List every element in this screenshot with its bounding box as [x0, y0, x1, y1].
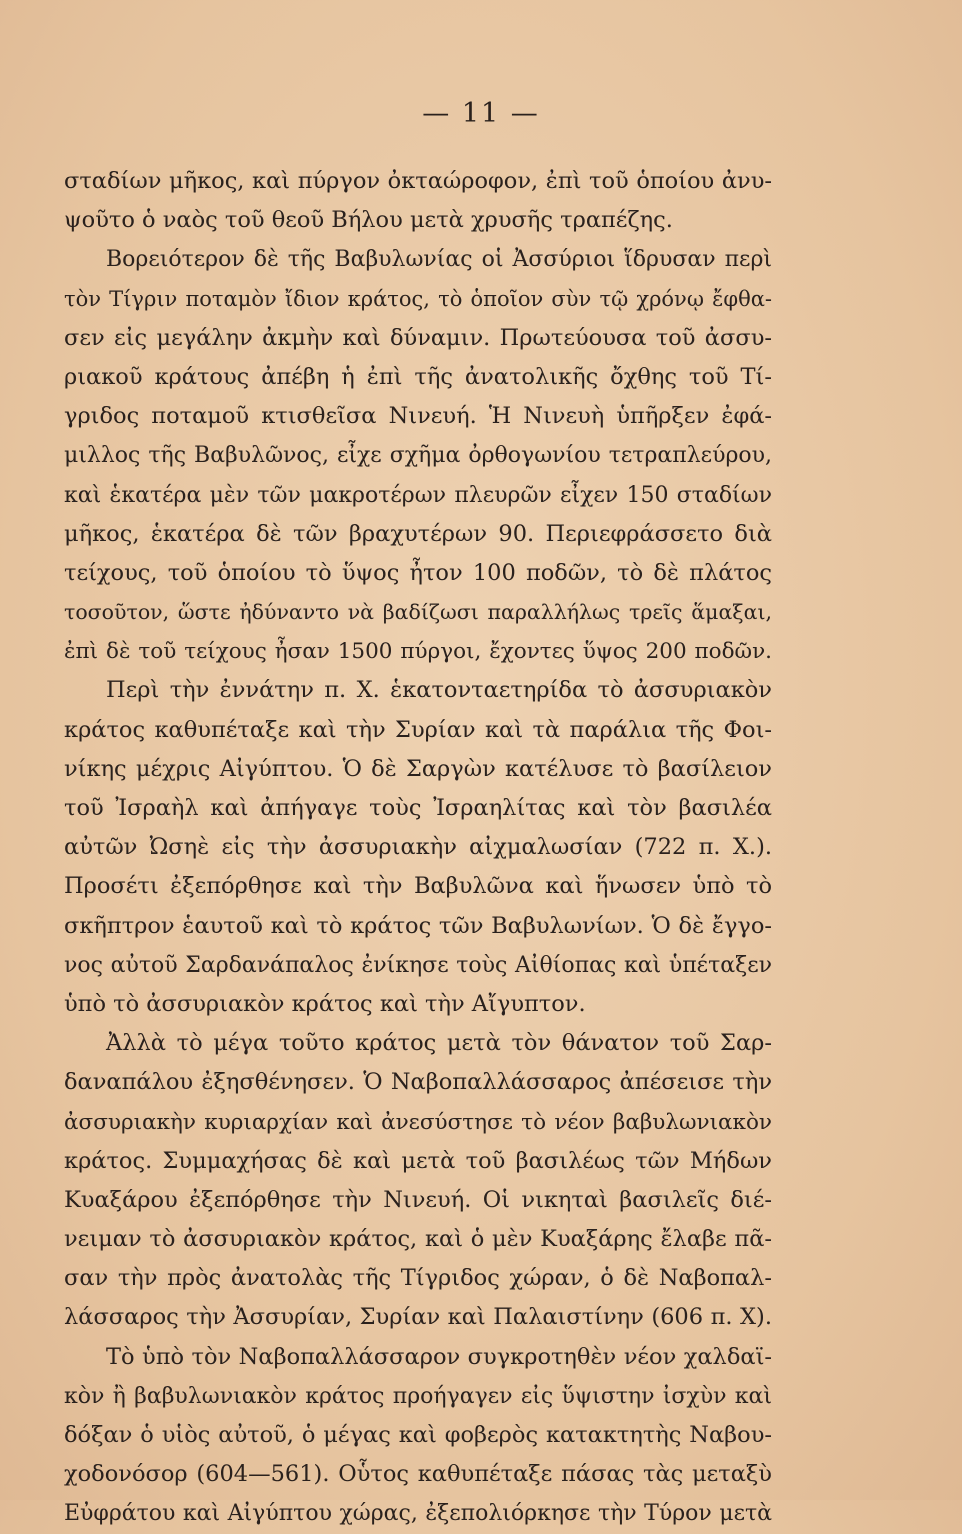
text-line: κράτος καθυπέταξε καὶ τὴν Συρίαν καὶ τὰ παράλια τῆς Φοι- — [64, 716, 772, 743]
text-line: τοῦ Ἰσραὴλ καὶ ἀπήγαγε τοὺς Ἰσραηλίτας καὶ τὸν βασιλέα — [64, 795, 772, 821]
text-line: τὸν Τίγριν ποταμὸν ἴδιον κράτος, τὸ ὁποῖον σὺν τῷ χρόνῳ ἔφθα- — [64, 286, 772, 311]
text-line: τοσοῦτον, ὥστε ἠδύναντο νὰ βαδίζωσι παραλλήλως τρεῖς ἅμαξαι, — [64, 600, 772, 625]
text-line: Περὶ τὴν ἐννάτην π. Χ. ἑκατονταετηρίδα τὸ ἀσσυριακὸν — [106, 677, 772, 704]
body-text — [64, 162, 772, 1534]
text-line: σεν εἰς μεγάλην ἀκμὴν καὶ δύναμιν. Πρωτεύουσα τοῦ ἀσσυ- — [64, 324, 772, 351]
text-line: λάσσαρος τὴν Ἀσσυρίαν, Συρίαν καὶ Παλαιστίνην (606 π. Χ). — [64, 1304, 772, 1331]
text-line: τείχους, τοῦ ὁποίου τὸ ὕψος ἦτον 100 ποδῶν, τὸ δὲ πλάτος — [64, 559, 772, 586]
text-line: ἀσσυριακὴν κυριαρχίαν καὶ ἀνεσύστησε τὸ νέον βαβυλωνιακὸν — [64, 1109, 772, 1135]
text-line: σκῆπτρον ἑαυτοῦ καὶ τὸ κράτος τῶν Βαβυλωνίων. Ὁ δὲ ἔγγο- — [64, 912, 772, 939]
text-line: γριδος ποταμοῦ κτισθεῖσα Νινευή. Ἡ Νινευὴ ὑπῆρξεν ἐφά- — [64, 403, 772, 430]
text-line: μῆκος, ἑκατέρα δὲ τῶν βραχυτέρων 90. Περιεφράσσετο διὰ — [64, 520, 772, 547]
text-line: σαν τὴν πρὸς ἀνατολὰς τῆς Τίγριδος χώραν, ὁ δὲ Ναβοπαλ- — [64, 1265, 772, 1292]
text-line: Εὐφράτου καὶ Αἰγύπτου χώρας, ἐξεπολιόρκησε τὴν Τύρον μετὰ — [64, 1501, 772, 1527]
text-line: Προσέτι ἐξεπόρθησε καὶ τὴν Βαβυλῶνα καὶ ἥνωσεν ὑπὸ τὸ — [64, 873, 772, 900]
page-number: — 11 — — [422, 98, 540, 129]
text-line: ψοῦτο ὁ ναὸς τοῦ θεοῦ Βήλου μετὰ χρυσῆς τραπέζης. — [64, 207, 673, 234]
text-line: Τὸ ὑπὸ τὸν Ναβοπαλλάσσαρον συγκροτηθὲν νέον χαλδαϊ- — [106, 1343, 772, 1370]
text-line: σταδίων μῆκος, καὶ πύργον ὀκταώροφον, ἐπὶ τοῦ ὁποίου ἀνυ- — [64, 168, 772, 194]
text-line: ριακοῦ κράτους ἀπέβη ἡ ἐπὶ τῆς ἀνατολικῆς ὄχθης τοῦ Τί- — [64, 363, 772, 390]
text-line: νίκης μέχρις Αἰγύπτου. Ὁ δὲ Σαργὼν κατέλυσε τὸ βασίλειον — [64, 755, 772, 782]
text-line: μιλλος τῆς Βαβυλῶνος, εἶχε σχῆμα ὀρθογωνίου τετραπλεύρου, — [64, 443, 772, 469]
text-line: κράτος. Συμμαχήσας δὲ καὶ μετὰ τοῦ βασιλέως τῶν Μήδων — [64, 1147, 772, 1174]
text-line: καὶ ἑκατέρα μὲν τῶν μακροτέρων πλευρῶν εἶχεν 150 σταδίων — [64, 482, 772, 508]
text-line: Κυαξάρου ἐξεπόρθησε τὴν Νινευή. Οἱ νικηταὶ βασιλεῖς διέ- — [64, 1186, 772, 1213]
text-line: ὑπὸ τὸ ἀσσυριακὸν κράτος καὶ τὴν Αἴγυπτον. — [64, 990, 586, 1017]
text-line: αὐτῶν Ὠσηὲ εἰς τὴν ἀσσυριακὴν αἰχμαλωσίαν (722 π. Χ.). — [64, 834, 772, 861]
text-line: δόξαν ὁ υἱὸς αὐτοῦ, ὁ μέγας καὶ φοβερὸς κατακτητὴς Ναβου- — [64, 1422, 772, 1448]
text-line: κὸν ἢ βαβυλωνιακὸν κράτος προήγαγεν εἰς ὕψιστην ἰσχὺν καὶ — [64, 1383, 772, 1409]
text-line: Ἀλλὰ τὸ μέγα τοῦτο κράτος μετὰ τὸν θάνατον τοῦ Σαρ- — [106, 1030, 772, 1057]
text-line: χοδονόσορ (604—561). Οὗτος καθυπέταξε πάσας τὰς μεταξὺ — [64, 1461, 772, 1488]
text-line: δαναπάλου ἐξησθένησεν. Ὁ Ναβοπαλλάσσαρος ἀπέσεισε τὴν — [64, 1069, 772, 1096]
text-line: νος αὐτοῦ Σαρδανάπαλος ἐνίκησε τοὺς Αἰθίοπας καὶ ὑπέταξεν — [64, 952, 772, 978]
text-line: Βορειότερον δὲ τῆς Βαβυλωνίας οἱ Ἀσσύριοι ἵδρυσαν περὶ — [106, 247, 772, 273]
text-line: ἐπὶ δὲ τοῦ τείχους ἦσαν 1500 πύργοι, ἔχοντες ὕψος 200 ποδῶν. — [64, 639, 772, 665]
text-line: νειμαν τὸ ἀσσυριακὸν κράτος, καὶ ὁ μὲν Κυαξάρης ἔλαβε πᾶ- — [64, 1226, 772, 1253]
